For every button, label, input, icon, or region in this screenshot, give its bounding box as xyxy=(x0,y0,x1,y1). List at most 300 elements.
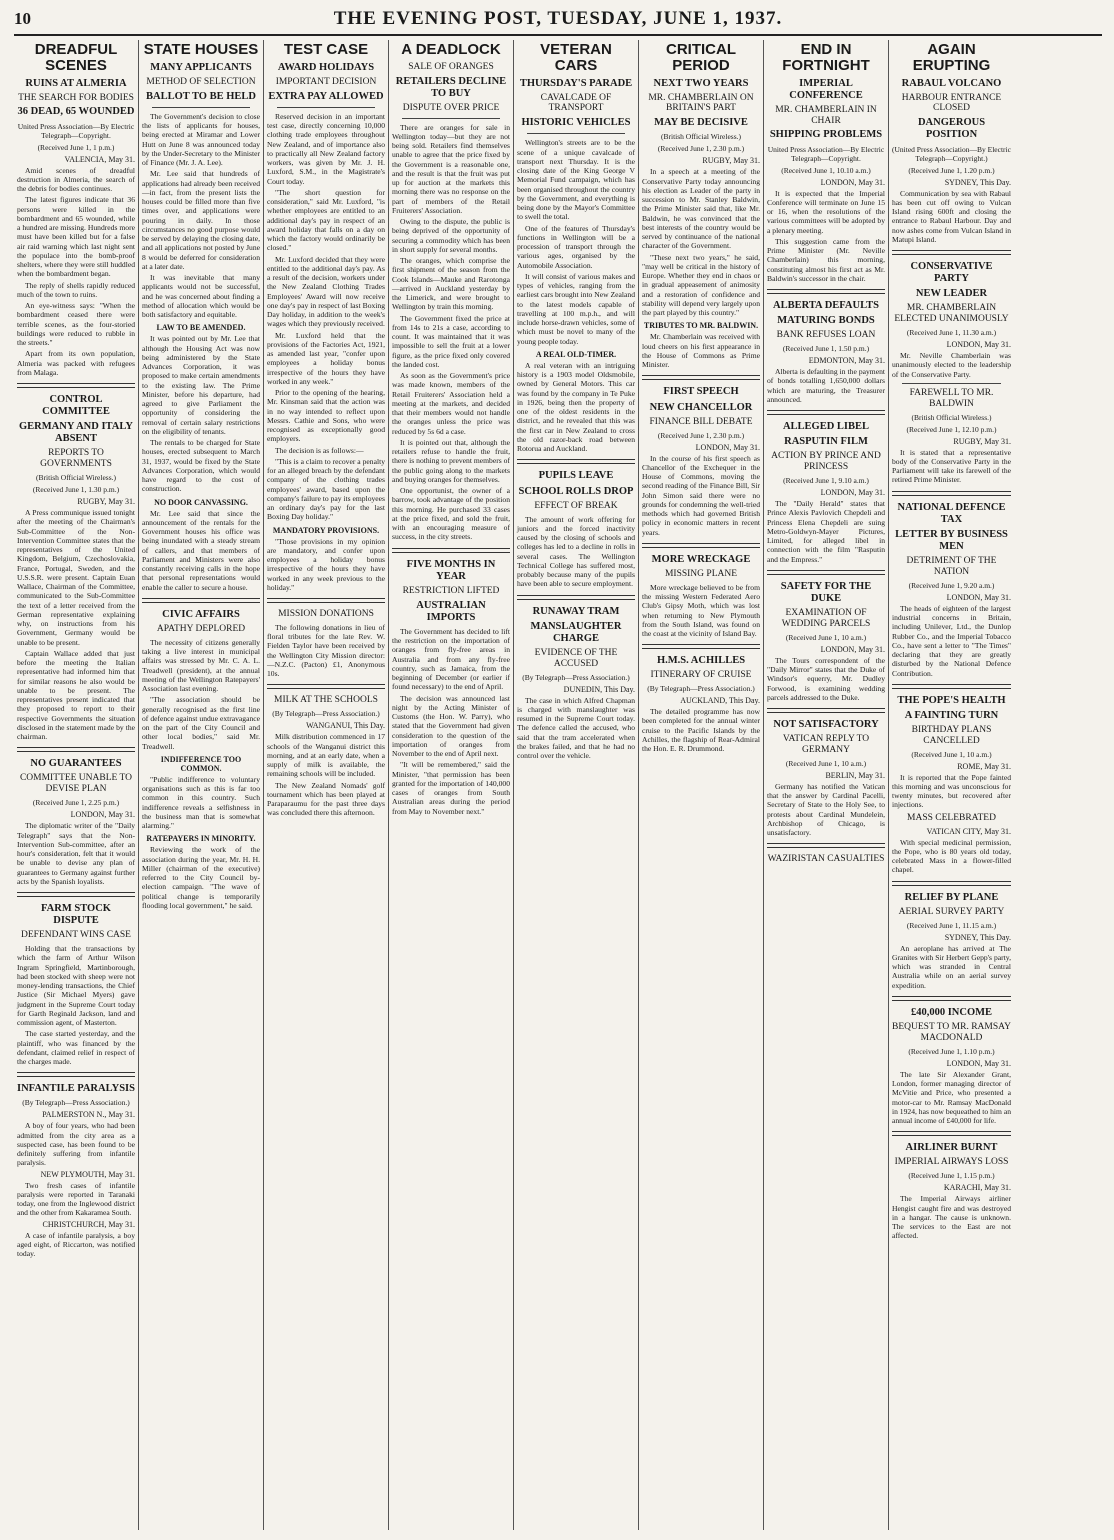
subheadline: RETAILERS DECLINE TO BUY xyxy=(395,75,507,99)
article-body xyxy=(392,123,510,542)
article-body xyxy=(892,351,1011,379)
subheadline: IMPERIAL CONFERENCE xyxy=(789,77,863,101)
section-divider xyxy=(17,1072,135,1077)
section-divider xyxy=(892,881,1011,886)
section-divider xyxy=(892,1131,1011,1136)
dateline: RUGBY, May 31. xyxy=(77,497,135,507)
paragraph: As soon as the Government's price was made known, members of the Retail Fruiterers' Association held a meeting at the markets, and decided that their members would not handle the oranges unless the price was reduced by 5s 6d a case. xyxy=(392,371,510,436)
dateline: EDMONTON, May 31. xyxy=(808,356,885,366)
dateline: LONDON, May 31. xyxy=(695,442,760,452)
subheadline: COMMITTEE UNABLE TO DEVISE PLAN xyxy=(19,773,133,795)
paragraph: The reply of shells rapidly reduced much of the town to ruins. xyxy=(17,280,135,299)
paragraph: It was inevitable that many applicants would not be successful, and he was concerned about finding a method of allocation which would be both satisfactory and equitable. xyxy=(142,273,260,320)
paragraph: Alberta is defaulting in the payment of bonds totalling 1,650,000 dollars which are maturing, the Treasurer announced. xyxy=(767,367,885,404)
article-body xyxy=(17,1231,135,1259)
received-line: (Received June 1, 10 a.m.) xyxy=(911,749,992,759)
paragraph: Reviewing the work of the association during the year, Mr. H. H. Miller (chairman of the executive) referred to the City Council by-election campaign. "The wave of political change is temporarily flooding local government," he said. xyxy=(142,845,260,910)
subheadline: DISPUTE OVER PRICE xyxy=(402,102,500,113)
received-line: (Received June 1, 1.15 p.m.) xyxy=(908,1171,995,1181)
paragraph: It will consist of various makes and types of vehicles, ranging from the earliest cars brought into New Zealand to the latest models capable of travelling at 100 m.p.h., and will include horse-drawn vehicles, some of which must be novel to many of the young people today. xyxy=(517,271,635,346)
headline: NO GUARANTEES xyxy=(30,758,122,770)
paragraph: The diplomatic writer of the "Daily Telegraph" says that the Non-Intervention Sub-committee, after an hour's consideration, felt that it would be unable to devise any plan of guarantees to Germany against further acts by the Spanish loyalists. xyxy=(17,821,135,886)
subheadline: FINANCE BILL DEBATE xyxy=(649,416,753,427)
headline: AGAIN ERUPTING xyxy=(912,41,991,74)
paragraph: It is stated that a representative body of the Conservative Party in the Parliament will take its farewell of the retired Prime Minister. xyxy=(892,447,1011,485)
subheadline: THURSDAY'S PARADE xyxy=(519,77,633,89)
paragraph: Wellington's streets are to be the scene of a unique cavalcade of transport next Thursday. It is the closing date of the King George V Memorial Fund campaign, which has been organised throughout the country by the Government, and everything is being done by the Mayor's Committee to swell the total. xyxy=(517,138,635,222)
section-divider xyxy=(642,644,760,649)
masthead xyxy=(14,8,1102,36)
subheadline: MATURING BONDS xyxy=(777,315,875,327)
paragraph: The late Sir Alexander Grant, London, former managing director of McVitie and Price, who presented a motor-car to Mr. Ramsay MacDonald in 1924, has now bequeathed to him an annual income of £40,000 for life. xyxy=(892,1069,1011,1126)
section-divider xyxy=(142,598,260,603)
dateline: SYDNEY, This Day. xyxy=(944,932,1011,942)
dateline: KARACHI, May 31. xyxy=(943,1183,1011,1193)
section-subhead: NO DOOR CANVASSING. xyxy=(154,497,248,507)
paragraph: It is pointed out that, although the retailers refuse to handle the fruit, there is nothing to prevent members of the public going along to the markets and buying oranges for themselves. xyxy=(392,437,510,484)
article-body xyxy=(892,944,1011,990)
subheadline: MISSING PLANE xyxy=(664,568,738,579)
headline: END IN FORTNIGHT xyxy=(782,41,870,74)
article-body xyxy=(642,454,760,537)
received-line: (Received June 1, 1.10 p.m.) xyxy=(908,1046,995,1056)
received-line: (Received June 1, 11.15 a.m.) xyxy=(906,920,997,930)
article-body xyxy=(267,537,385,593)
subheadline: MR. CHAMBERLAIN ON BRITAIN'S PART xyxy=(648,92,754,114)
headline: PUPILS LEAVE xyxy=(538,470,614,482)
headline: SAFETY FOR THE DUKE xyxy=(780,580,872,604)
subheadline: MANY APPLICANTS xyxy=(150,61,252,73)
subheadline: HARBOUR ENTRANCE CLOSED xyxy=(901,92,1002,114)
subheadline: GERMANY AND ITALY ABSENT xyxy=(19,421,133,445)
credit-line: United Press Association—By Electric Telegraph—Copyright. xyxy=(767,144,885,163)
paragraph: The rentals to be charged for State houses, erected subsequent to March 31, 1937, would be fixed by the State Advances Corporation, which would have regard to the cost of construction. xyxy=(142,438,260,494)
article-body xyxy=(17,1181,135,1218)
subheadline: MASS CELEBRATED xyxy=(907,812,996,823)
dateline: VALENCIA, May 31. xyxy=(64,154,135,164)
headline: MISSION DONATIONS xyxy=(278,609,374,620)
subheadline: ITINERARY OF CRUISE xyxy=(650,670,752,681)
article-body xyxy=(267,732,385,817)
section-divider xyxy=(267,598,385,603)
section-divider xyxy=(892,491,1011,496)
paragraph: "Those provisions in my opinion are mandatory, and confer upon employees a holiday bonus irrespective of the hours they have worked in any week previous to the holiday." xyxy=(267,536,385,592)
headline: WAZIRISTAN CASUALTIES xyxy=(767,854,885,865)
section-subhead: LAW TO BE AMENDED. xyxy=(156,323,246,333)
section-subhead: INDIFFERENCE TOO COMMON. xyxy=(160,754,242,773)
paragraph: With special medicinal permission, the Pope, who is 80 years old today, celebrated Mass in a flower-filled chapel. xyxy=(892,837,1011,875)
section-divider xyxy=(392,548,510,553)
article-body xyxy=(142,112,260,320)
article-body xyxy=(767,782,885,838)
headline: FARM STOCK DISPUTE xyxy=(41,903,111,927)
dateline: LONDON, May 31. xyxy=(946,340,1011,350)
paragraph: The Government fixed the price at from 14s to 21s a case, according to count. It was maintained that it was impossible to sell the fruit at a lower figure, as the price fixed only covered the landed cost. xyxy=(392,313,510,369)
paragraph: It was pointed out by Mr. Lee that although the Housing Act was now being administered by the State Advances Corporation, it was proposed to make certain amendments to the existing law. The Prime Minister, before his departure, had agreed to give Parliament the opportunity of considering the removal of certain salary restrictions on the eligibility of tenants. xyxy=(142,334,260,436)
subheadline: EXTRA PAY ALLOWED xyxy=(268,90,384,102)
paragraph: An eye-witness says: "When the bombardment ceased there were terrible scenes, as the four-storied buildings were reduced to rubble in the streets." xyxy=(17,301,135,348)
article-body xyxy=(142,509,260,592)
credit-line: (By Telegraph—Press Association.) xyxy=(22,1098,130,1108)
dateline: LONDON, May 31. xyxy=(820,644,885,654)
article-body xyxy=(767,189,885,284)
dateline: LONDON, May 31. xyxy=(946,1058,1011,1068)
headline: ALLEGED LIBEL xyxy=(782,421,870,433)
dateline: BERLIN, May 31. xyxy=(825,770,885,780)
subheadline: EFFECT OF BREAK xyxy=(534,500,618,511)
article-body xyxy=(142,334,260,493)
rule xyxy=(277,107,375,108)
subheadline: 36 DEAD, 65 WOUNDED xyxy=(17,106,135,118)
headline: RELIEF BY PLANE xyxy=(904,891,999,903)
subheadline: DANGEROUS POSITION xyxy=(917,117,986,141)
article-body xyxy=(892,189,1011,245)
subheadline: RABAUL VOLCANO xyxy=(901,77,1002,89)
paragraph: "It will be remembered," said the Minister, "that permission has been granted for the importation of 140,000 cases of oranges from South Australian areas during the period from May to November next." xyxy=(392,760,510,816)
section-divider xyxy=(517,595,635,600)
headline: STATE HOUSES xyxy=(143,41,259,58)
subheadline: MR. CHAMBERLAIN IN CHAIR xyxy=(775,104,877,126)
headline: THE POPE'S HEALTH xyxy=(897,694,1006,706)
subheadline: APATHY DEPLORED xyxy=(156,623,246,634)
subheadline: AUSTRALIAN IMPORTS xyxy=(416,599,486,623)
article-body xyxy=(517,696,635,761)
paragraph: It is reported that the Pope fainted this morning and was unconscious for twenty minutes, but recovered after injections. xyxy=(892,772,1011,810)
section-divider xyxy=(17,383,135,388)
subheadline: REPORTS TO GOVERNMENTS xyxy=(40,448,112,470)
article-body xyxy=(767,499,885,564)
dateline: VATICAN CITY, May 31. xyxy=(926,826,1011,836)
section-divider xyxy=(767,708,885,713)
headline: FIVE MONTHS IN YEAR xyxy=(406,558,496,582)
column-5 xyxy=(514,40,639,1530)
paragraph: Captain Wallace added that just before the meeting the Italian representative had informed him that for similar reasons he also would be unable to be present. The representatives present indicated that they proposed to report to their respective Governments the situation disclosed in the statement made by the chairman. xyxy=(17,648,135,742)
paragraph: More wreckage believed to be from the missing Western Federated Aero Club's Gipsy Moth, which was lost when returning to New Plymouth from the South Island, was found on the coast at the vicinity of Island Bay. xyxy=(642,582,760,638)
received-line: (Received June 1, 1.30 p.m.) xyxy=(32,485,120,495)
subheadline: BEQUEST TO MR. RAMSAY MACDONALD xyxy=(892,1021,1011,1043)
paragraph: The amount of work offering for juniors and the forced inactivity caused by the closing of schools and colleges has led to a decline in rolls in several cases. The Wellington Technical College has suffered most, probably because many of the pupils have been able to secure employment. xyxy=(517,514,635,589)
credit-line: (British Official Wireless.) xyxy=(660,132,742,142)
subheadline: EXAMINATION OF WEDDING PARCELS xyxy=(781,607,871,629)
subheadline: SCHOOL ROLLS DROP xyxy=(518,485,634,497)
subheadline: BIRTHDAY PLANS CANCELLED xyxy=(911,724,992,746)
article-body xyxy=(642,167,760,317)
section-divider xyxy=(767,289,885,294)
paragraph: The latest figures indicate that 36 persons were killed in the bombardment and 65 wounded, while a hundred are missing. Hundreds more must have been killed but for a false air raid warning which last night sent the populace into the bomb-proof shelters, where they were still huddled when the bombardment began. xyxy=(17,195,135,279)
paragraph: One opportunist, the owner of a barrow, took advantage of the position this morning. He purchased 33 cases at the price fixed, and sold the fruit, with an encouraging measure of success, in the city streets. xyxy=(392,486,510,542)
page-number: 10 xyxy=(14,9,31,28)
paragraph: "Public indifference to voluntary organisations such as this is far too common in this country. Such indifference reveals a selfishness in the business man that is somewhat alarming." xyxy=(142,774,260,831)
article-body xyxy=(767,367,885,404)
section-divider xyxy=(17,747,135,752)
headline: AIRLINER BURNT xyxy=(905,1142,998,1154)
column-4 xyxy=(389,40,514,1530)
paragraph: The detailed programme has now been completed for the annual winter cruise to the Pacific Islands by the Achilles, the flagship of Rear-Admiral the Hon. E. R. Drummond. xyxy=(642,707,760,754)
section-divider xyxy=(892,996,1011,1001)
subheadline: RASPUTIN FILM xyxy=(784,436,868,448)
paragraph: There are oranges for sale in Wellington today—but they are not being sold. Retailers find themselves unable to agree that the price fixed by the Government is a reasonable one, and the result is that the fruit was put up for auction at the markets this morning there was no response on the part of members of the Retail Fruiterers' Association. xyxy=(392,122,510,215)
article-body xyxy=(642,583,760,639)
dateline: SYDNEY, This Day. xyxy=(944,177,1011,187)
article-body xyxy=(642,332,760,369)
subheadline: IMPERIAL AIRWAYS LOSS xyxy=(894,1157,1009,1168)
columns xyxy=(14,40,1102,1530)
subheadline: METHOD OF SELECTION xyxy=(146,76,256,87)
subheadline: NEXT TWO YEARS xyxy=(653,77,749,89)
headline: CRITICAL PERIOD xyxy=(666,41,736,74)
headline: CONSERVATIVE PARTY xyxy=(910,261,993,285)
headline: £40,000 INCOME xyxy=(910,1006,993,1018)
paragraph: Amid scenes of dreadful destruction in Almeria, the search of the debris for bodies continues. xyxy=(17,165,135,194)
dateline: LONDON, May 31. xyxy=(820,177,885,187)
article-body xyxy=(517,515,635,589)
column-6 xyxy=(639,40,764,1530)
received-line: (Received June 1, 12.10 p.m.) xyxy=(906,424,997,434)
paragraph: "These next two years," he said, "may well be critical in the history of Europe. Whether they end in chaos or in gradual appeasement of animosity and a restoration of confidence and stability will depend very largely upon the part played by this country." xyxy=(642,252,760,318)
article-body xyxy=(892,604,1011,678)
paragraph: The decision is as follows:— xyxy=(275,445,364,455)
subheadline: DEFENDANT WINS CASE xyxy=(21,930,131,941)
credit-line: (United Press Association—By Electric Telegraph—Copyright.) xyxy=(892,144,1011,163)
article-body xyxy=(892,1070,1011,1126)
paragraph: The Imperial Airways airliner Hengist caught fire and was destroyed in a hangar. The cause is unknown. The services to the East are not affected. xyxy=(892,1194,1011,1241)
received-line: (Received June 1, 2.30 p.m.) xyxy=(657,430,745,440)
subheadline: EVIDENCE OF THE ACCUSED xyxy=(534,647,618,669)
paragraph: Two fresh cases of infantile paralysis were reported in Taranaki today, one from the Inglewood district and the other from Kakaramea South. xyxy=(17,1180,135,1218)
headline: NOT SATISFACTORY xyxy=(773,719,879,731)
headline: NATIONAL DEFENCE TAX xyxy=(897,501,1006,525)
paragraph: One of the features of Thursday's functions in Wellington will be a procession of transport through the various ages, organised by the Automobile Association. xyxy=(517,223,635,270)
credit-line: (British Official Wireless.) xyxy=(911,412,992,422)
article-body xyxy=(17,944,135,1066)
paragraph: A Press communique issued tonight after the meeting of the Chairman's Sub-Committee of the Non-Intervention Committee states that the representatives of the United Kingdom, Belgium, Czechoslovakia, France, Portugal, Sweden, and the U.S.S.R. were present. Captain Euan Wallace, Chairman of the Committee, communicated to the Sub-Committee the text of a letter received from the German representative explaining why, on instructions from his Government, Germany would be unable to be present. xyxy=(17,508,135,647)
paragraph: The Government has decided to lift the restriction on the importation of oranges from fly-free areas in Australia and from any fly-free country, such as Jamaica, from the beginning of December (or earlier if found necessary) to the end of April. xyxy=(392,626,510,692)
subheadline: DETRIMENT OF THE NATION xyxy=(906,555,997,577)
paragraph: In the course of his first speech as Chancellor of the Exchequer in the House of Commons, moving the second reading of the Finance Bill, Sir John Simon said there were no grounds for condemning the well-tried methods which had governed British policy in economic matters in recent years. xyxy=(642,453,760,537)
section-subhead: MANDATORY PROVISIONS. xyxy=(272,525,380,535)
section-divider xyxy=(892,250,1011,255)
article-body xyxy=(267,112,385,522)
paragraph: Communication by sea with Rabaul has been cut off owing to Vulcan Island rising 600ft and closing the entrance to Rabaul Harbour. Day and now ashes come from Vulcan Island in Matupi Island. xyxy=(892,188,1011,244)
dateline: RUGBY, May 31. xyxy=(953,436,1011,446)
article-body xyxy=(142,775,260,831)
rule xyxy=(902,383,1001,384)
headline: MORE WRECKAGE xyxy=(651,553,751,565)
subheadline: RESTRICTION LIFTED xyxy=(402,585,500,596)
paragraph: The following donations in lieu of floral tributes for the late Rev. W. Fielden Taylor have been received by the Wellington City Mission director: —N.Z.C. (Pacton) £1, Anonymous 10s. xyxy=(267,622,385,679)
subheadline: AERIAL SURVEY PARTY xyxy=(898,906,1005,917)
section-subhead: A REAL OLD-TIMER. xyxy=(535,349,617,359)
paragraph: The "Daily Herald" states that Prince Alexis Pavlovich Chepdeli and Princess Elena Chepdeli are suing Metro-Goldwyn-Mayer Pictures, Limited, for alleged libel in connection with the film "Rasputin and the Empress." xyxy=(767,499,885,564)
received-line: (Received June 1, 1.20 p.m.) xyxy=(908,165,995,175)
section-divider xyxy=(642,543,760,548)
article-body xyxy=(517,138,635,346)
paragraph: Mr. Luxford held that the provisions of the Factories Act, 1921, as amended last year, "confer upon employees a holiday bonus irrespective of the hours they have worked in any week." xyxy=(267,330,385,386)
article-body xyxy=(142,638,260,751)
article-body xyxy=(142,845,260,910)
article-body xyxy=(517,361,635,454)
article-body xyxy=(892,1194,1011,1240)
received-line: (Received June 1, 2.30 p.m.) xyxy=(657,144,745,154)
section-divider xyxy=(767,410,885,415)
paragraph: Mr. Neville Chamberlain was unanimously elected to the leadership of the Conservative Party. xyxy=(892,351,1011,379)
rule xyxy=(152,107,250,108)
dateline: AUCKLAND, This Day. xyxy=(680,696,760,706)
subheadline: BALLOT TO BE HELD xyxy=(145,90,256,102)
paragraph: A real veteran with an intriguing history is a 1903 model Oldsmobile, owned by General Motors. This car was found by the company in Te Puke in 1926, being then the property of one of the oldest residents in the district, and he revealed that this was the first car in New Zealand to cross the old razor-back road between Rotorua and Auckland. xyxy=(517,360,635,454)
subheadline: MANSLAUGHTER CHARGE xyxy=(530,620,622,644)
dateline: PALMERSTON N., May 31. xyxy=(42,1110,135,1120)
paragraph: Owing to the dispute, the public is being deprived of the opportunity of securing a commodity which has been in short supply for several months. xyxy=(392,217,510,254)
article-body xyxy=(642,707,760,753)
section-divider xyxy=(642,375,760,380)
paragraph: A case of infantile paralysis, a boy aged eight, of Riccarton, was notified today. xyxy=(17,1230,135,1259)
received-line: (Received June 1, 9.20 a.m.) xyxy=(908,580,995,590)
paragraph: The case started yesterday, and the plaintiff, who was financed by the defendant, claimed relief in respect of the charges made. xyxy=(17,1029,135,1067)
headline: ALBERTA DEFAULTS xyxy=(773,300,879,312)
paragraph: "This is a claim to recover a penalty for an alleged breach by the defendant company of the clothing trades employees' award, based upon the company's failure to pay its employees an ordinary day's pay for the last Boxing Day holiday." xyxy=(267,456,385,522)
headline: TEST CASE xyxy=(283,41,369,58)
subheadline: NEW LEADER xyxy=(915,288,988,300)
subheadline: NEW CHANCELLOR xyxy=(649,401,753,413)
credit-line: United Press Association—By Electric Telegraph—Copyright. xyxy=(17,121,135,140)
subheadline: MAY BE DECISIVE xyxy=(654,117,748,129)
subheadline: LETTER BY BUSINESS MEN xyxy=(895,528,1008,552)
article-body xyxy=(892,773,1011,810)
received-line: (Received June 1, 9.10 a.m.) xyxy=(783,476,869,486)
paragraph: Germany has notified the Vatican that the answer by Cardinal Pacelli, Secretary of State to the Holy See, to protests about Cardinal Mundelein, Archbishop of Chicago, is unsatisfactory. xyxy=(767,781,885,838)
paragraph: It is expected that the Imperial Conference will terminate on June 15 or 16, when the resolutions of the various committees will be adopted by a plenary meeting. xyxy=(767,188,885,235)
dateline: LONDON, May 31. xyxy=(946,592,1011,602)
subheadline: BANK REFUSES LOAN xyxy=(776,330,876,341)
column-2 xyxy=(139,40,264,1530)
headline: RUNAWAY TRAM xyxy=(532,605,620,617)
subheadline: VATICAN REPLY TO GERMANY xyxy=(782,734,870,755)
paragraph: "The association should be generally recognised as the first line of defence against undue extravagance on the part of the City Council and other local bodies," said Mr. Treadwell. xyxy=(142,695,260,751)
section-divider xyxy=(767,843,885,848)
dateline: NEW PLYMOUTH, May 31. xyxy=(40,1169,135,1179)
paragraph: In a speech at a meeting of the Conservative Party today announcing his election as Leader of the party in succession to Mr. Stanley Baldwin, the Prime Minister said that, like Mr. Baldwin, he was convinced that the best interests of the country would be served by continuance of the national character of the Government. xyxy=(642,167,760,251)
subheadline: RUINS AT ALMERIA xyxy=(25,77,127,89)
article-body xyxy=(267,623,385,679)
received-line: (Received June 1, 2.25 p.m.) xyxy=(32,798,120,808)
received-line: (Received June 1, 1.50 p.m.) xyxy=(782,344,870,354)
paragraph: The necessity of citizens generally taking a live interest in municipal affairs was stressed by Mr. C. A. L. Treadwell (president), at the annual meeting of the Wellington Ratepayers' Association last evening. xyxy=(142,637,260,694)
section-divider xyxy=(517,459,635,464)
paragraph: "The short question for consideration," said Mr. Luxford, "is whether employees are entitled to an additional day's pay in respect of an award holiday that falls on a day on which the factory would ordinarily be closed." xyxy=(267,187,385,253)
received-line: (Received June 1, 10.10 a.m.) xyxy=(781,165,871,175)
headline: DREADFUL SCENES xyxy=(34,41,118,74)
column-8 xyxy=(889,40,1014,1530)
article-body xyxy=(392,627,510,816)
article-body xyxy=(17,166,135,378)
article-body xyxy=(17,508,135,741)
subheadline: A FAINTING TURN xyxy=(904,709,999,721)
dateline: LONDON, May 31. xyxy=(70,810,135,820)
column-1 xyxy=(14,40,139,1530)
subheadline: SALE OF ORANGES xyxy=(408,61,494,72)
credit-line: (British Official Wireless.) xyxy=(35,473,117,483)
headline: H.M.S. ACHILLES xyxy=(656,655,746,667)
paragraph: The oranges, which comprise the first shipment of the season from the Cook Islands—Mauke and Rarotonga—arrived in Auckland yesterday by the Limerick, and were brought to Wellington by train this morning. xyxy=(392,256,510,312)
paragraph: Holding that the transactions by which the farm of Arthur Wilson Ingram Springfield, Martinborough, had been stocked with sheep were not money-lending transactions, the Chief Justice (Sir Michael Myers) gave judgment in the Supreme Court today for Garth Reginald Jackson, land and commission agent, of Masterton. xyxy=(17,944,135,1028)
section-divider xyxy=(17,892,135,897)
headline: VETERAN CARS xyxy=(540,41,612,74)
section-divider xyxy=(767,570,885,575)
subheadline: AWARD HOLIDAYS xyxy=(277,61,375,73)
dateline: CHRISTCHURCH, May 31. xyxy=(42,1219,135,1229)
paragraph: Mr. Lee said that hundreds of applications had already been received—in fact, from the present lists the houses could be filled more than five times over, and applications were pouring in daily. In those circumstances no good purpose would be served by delaying the closing date, and all applications not posted by June 8 would be deferred for consideration at a later date. xyxy=(142,169,260,271)
column-3 xyxy=(264,40,389,1530)
paragraph: The New Zealand Nomads' golf tournament which has been played at Paraparaumu for the past three days was concluded there this afternoon. xyxy=(267,780,385,818)
article-body xyxy=(17,1121,135,1167)
received-line: (Received June 1, 10 a.m.) xyxy=(785,758,867,768)
headline: CIVIC AFFAIRS xyxy=(162,608,240,620)
credit-line: (By Telegraph—Press Association.) xyxy=(272,709,380,719)
paragraph: This suggestion came from the Prime Minister (Mr. Neville Chamberlain) this morning, constituting almost his first act as Mr. Baldwin's successor in the chair. xyxy=(767,236,885,283)
dateline: WANGANUI, This Day. xyxy=(306,721,385,731)
dateline: DUNEDIN, This Day. xyxy=(563,684,635,694)
paragraph: An aeroplane has arrived at The Granites with Sir Herbert Gepp's party, which was stranded in Central Australia while on an aerial survey expedition. xyxy=(892,943,1011,990)
paragraph: The case in which Alfred Chapman is charged with manslaughter was resumed in the Supreme Court today. The defence called the accused, who said that the tram accelerated when the brakes failed, and that he had no control over the vehicle. xyxy=(517,695,635,761)
received-line: (Received June 1, 10 a.m.) xyxy=(785,632,867,642)
headline: INFANTILE PARALYSIS xyxy=(17,1083,135,1095)
dateline: RUGBY, May 31. xyxy=(702,156,760,166)
credit-line: (By Telegraph—Press Association.) xyxy=(647,684,755,694)
subheadline: MR. CHAMBERLAIN ELECTED UNANIMOUSLY xyxy=(894,303,1009,325)
headline: CONTROL COMMITTEE xyxy=(42,394,110,418)
paragraph: Apart from its own population, Almeria was packed with refugees from Malaga. xyxy=(17,349,135,377)
headline: A DEADLOCK xyxy=(401,41,501,58)
rule xyxy=(527,133,625,134)
subheadline: THE SEARCH FOR BODIES xyxy=(18,92,134,103)
credit-line: (By Telegraph—Press Association.) xyxy=(522,672,630,682)
received-line: (Received June 1, 11.30 a.m.) xyxy=(906,328,997,338)
paragraph: Prior to the opening of the hearing, Mr. Kinsman said that the action was in no way intended to reflect upon Messrs. Cathie and Sons, who were recognised as exceptionally good employers. xyxy=(267,388,385,444)
headline: MILK AT THE SCHOOLS xyxy=(274,695,378,706)
subheadline: ACTION BY PRINCE AND PRINCESS xyxy=(771,451,881,473)
dateline: LONDON, May 31. xyxy=(820,488,885,498)
subheadline: HISTORIC VEHICLES xyxy=(521,117,631,129)
section-divider xyxy=(267,684,385,689)
dateline: ROME, May 31. xyxy=(957,761,1011,771)
article-body xyxy=(767,656,885,702)
subheadline: IMPORTANT DECISION xyxy=(275,76,377,87)
article-body xyxy=(17,821,135,886)
paragraph: The heads of eighteen of the largest industrial concerns in Britain, including Unilever, Ltd., the Dunlop Rubber Co., and the Imperial Tobacco Co., have sent a letter to "The Times" declaring that they are greatly disturbed by the National Defence Contribution. xyxy=(892,603,1011,678)
headline: FIRST SPEECH xyxy=(663,386,739,398)
received-line: (Received June 1, 1 p.m.) xyxy=(37,142,115,152)
paragraph: The Tours correspondent of the "Daily Mirror" states that the Duke of Windsor's equerry, Mr. Dudley Forwood, is examining wedding parcels addressed to the Duke. xyxy=(767,655,885,702)
paragraph: A boy of four years, who had been admitted from the city area as a suspected case, has been found to be definitely suffering from infantile paralysis. xyxy=(17,1121,135,1168)
paragraph: Mr. Chamberlain was received with loud cheers on his first appearance in the House of Commons as Prime Minister. xyxy=(642,332,760,370)
paragraph: Reserved decision in an important test case, directly concerning 10,000 clothing trade employees throughout New Zealand, and of importance also to practically all New Zealand factory workers, was given by Mr. J. H. Luxford, S.M., in the Magistrate's Court today. xyxy=(267,111,385,186)
paragraph: Mr. Lee said that since the announcement of the rentals for the Government houses his office was being inundated with a steady stream of callers, and that members of Parliament and Ministers were also constantly receiving calls in the hope that personal representations would enable the caller to secure a house. xyxy=(142,508,260,592)
article-body xyxy=(892,448,1011,485)
paragraph: Milk distribution commenced in 17 schools of the Wanganui district this morning, and at an early date, when a supply of milk is available, the remaining schools will be included. xyxy=(267,732,385,779)
subheadline: SHIPPING PROBLEMS xyxy=(769,129,883,141)
section-subhead: RATEPAYERS IN MINORITY. xyxy=(146,834,256,844)
section-subhead: TRIBUTES TO MR. BALDWIN. xyxy=(643,321,759,331)
paragraph: The Government's decision to close the lists of applicants for houses, being erected at Miramar and Lower Hutt on June 8 was announced today by the Under-Secretary to the Minister of Finance (Mr. J. A. Lee). xyxy=(142,111,260,168)
column-7 xyxy=(764,40,889,1530)
section-divider xyxy=(892,684,1011,689)
headline: FAREWELL TO MR. BALDWIN xyxy=(909,387,994,409)
subheadline: CAVALCADE OF TRANSPORT xyxy=(540,92,612,114)
rule xyxy=(402,118,500,119)
paragraph: The decision was announced last night by the Acting Minister of Customs (the Hon. W. Parry), who stated that the Government had given consideration to the question of the importation of oranges from November to the end of April next. xyxy=(392,693,510,759)
newspaper-title: THE EVENING POST, TUESDAY, JUNE 1, 1937. xyxy=(333,8,783,29)
